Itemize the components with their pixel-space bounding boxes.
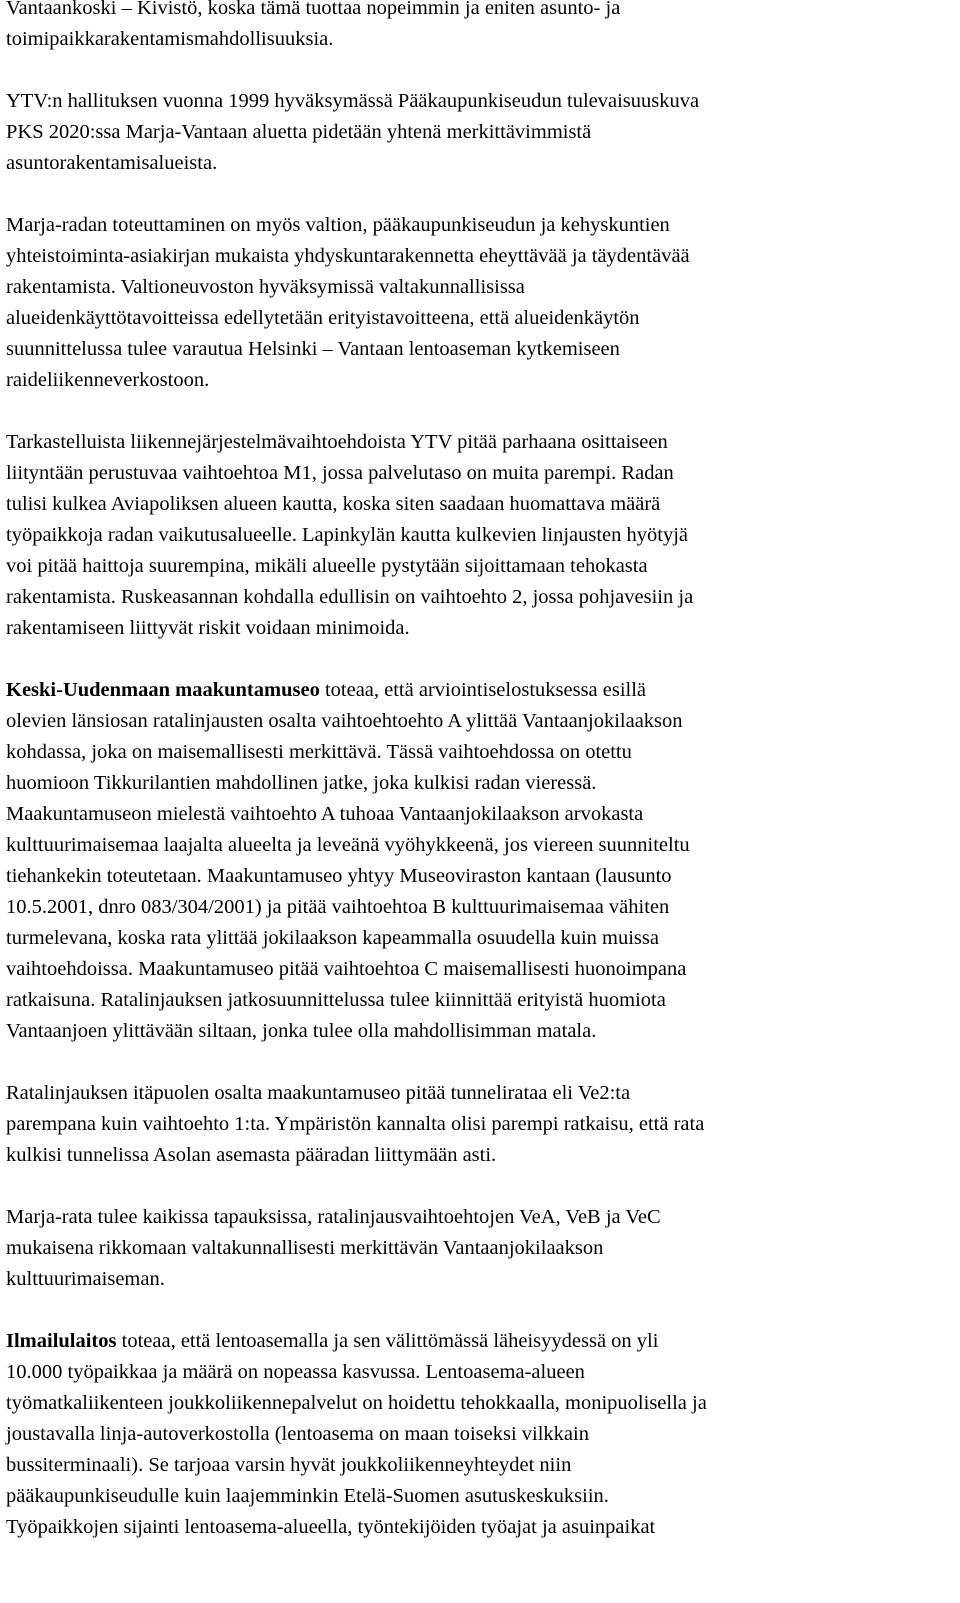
text-line: Työpaikkojen sijainti lentoasema-alueella, työntekijöiden työajat ja asuinpaikat xyxy=(6,1516,656,1538)
text-line: 10.5.2001, dnro 083/304/2001) ja pitää vaihtoehtoa B kulttuurimaisemaa vähiten xyxy=(6,896,670,918)
text-line: Marja-rata tulee kaikissa tapauksissa, ratalinjausvaihtoehtojen VeA, VeB ja VeC xyxy=(6,1206,661,1228)
text-line: YTV:n hallituksen vuonna 1999 hyväksymässä Pääkaupunkiseudun tulevaisuuskuva xyxy=(6,90,700,112)
text-line: suunnittelussa tulee varautua Helsinki – Vantaan lentoaseman kytkemiseen xyxy=(6,338,620,360)
text-line: rakentamista. Valtioneuvoston hyväksymissä valtakunnallisissa xyxy=(6,276,525,298)
text-line: tulisi kulkea Aviapoliksen alueen kautta, koska siten saadaan huomattava määrä xyxy=(6,493,661,515)
text-line: tiehankekin toteutetaan. Maakuntamuseo yhtyy Museoviraston kantaan (lausunto xyxy=(6,865,672,887)
text-line: asuntorakentamisalueista. xyxy=(6,152,218,174)
text-line: Ratalinjauksen itäpuolen osalta maakuntamuseo pitää tunnelirataa eli Ve2:ta xyxy=(6,1082,631,1104)
paragraph-maakuntamuseo xyxy=(6,675,946,1047)
text-line: Maakuntamuseon mielestä vaihtoehto A tuhoaa Vantaanjokilaakson arvokasta xyxy=(6,803,644,825)
text-line: Marja-radan toteuttaminen on myös valtion, pääkaupunkiseudun ja kehyskuntien xyxy=(6,214,670,236)
text-run: toteaa, että arviointiselostuksessa esillä xyxy=(319,679,647,701)
text-line: pääkaupunkiseudulle kuin laajemminkin Etelä-Suomen asutuskeskuksiin. xyxy=(6,1485,609,1507)
document-page xyxy=(6,0,946,1543)
text-line: kohdassa, joka on maisemallisesti merkittävä. Tässä vaihtoehdossa on otettu xyxy=(6,741,632,763)
text-line: PKS 2020:ssa Marja-Vantaan aluetta pidetään yhtenä merkittävimmistä xyxy=(6,121,592,143)
text-line: alueidenkäyttötavoitteissa edellytetään erityistavoitteena, että alueidenkäytön xyxy=(6,307,640,329)
text-line: parempana kuin vaihtoehto 1:ta. Ympäristön kannalta olisi parempi ratkaisu, että rata xyxy=(6,1113,705,1135)
paragraph-ytv-liikennejarjestelma xyxy=(6,427,946,644)
text-line: rakentamiseen liittyvät riskit voidaan minimoida. xyxy=(6,617,410,639)
paragraph-ytv-pks2020 xyxy=(6,86,946,179)
text-line xyxy=(6,675,946,706)
text-line: toimipaikkarakentamismahdollisuuksia. xyxy=(6,28,334,50)
text-line: työmatkaliikenteen joukkoliikennepalvelut on hoidettu tehokkaalla, monipuolisella ja xyxy=(6,1392,707,1414)
paragraph-kulttuurimaisema xyxy=(6,1202,946,1295)
text-line: kulttuurimaisemaa laajalta alueelta ja leveänä vyöhykkeenä, jos viereen suunniteltu xyxy=(6,834,690,856)
text-line: yhteistoiminta-asiakirjan mukaista yhdyskuntarakennetta eheyttävää ja täydentävää xyxy=(6,245,690,267)
paragraph-itapuolen-tunnelirata xyxy=(6,1078,946,1171)
organization-name-bold: Keski-Uudenmaan maakuntamuseo xyxy=(6,679,320,701)
text-line: bussiterminaali). Se tarjoaa varsin hyvät joukkoliikenneyhteydet niin xyxy=(6,1454,572,1476)
text-line: rakentamista. Ruskeasannan kohdalla edullisin on vaihtoehto 2, jossa pohjavesiin ja xyxy=(6,586,694,608)
text-line: Tarkastelluista liikennejärjestelmävaihtoehdoista YTV pitää parhaana osittaiseen xyxy=(6,431,668,453)
text-line: joustavalla linja-autoverkostolla (lentoasema on maan toiseksi vilkkain xyxy=(6,1423,589,1445)
text-line: kulkisi tunnelissa Asolan asemasta pääradan liittymään asti. xyxy=(6,1144,497,1166)
text-line: raideliikenneverkostoon. xyxy=(6,369,210,391)
text-line: mukaisena rikkomaan valtakunnallisesti merkittävän Vantaanjokilaakson xyxy=(6,1237,604,1259)
organization-name-bold: Ilmailulaitos xyxy=(6,1330,117,1352)
paragraph-ilmailulaitos xyxy=(6,1326,946,1543)
text-line: työpaikkoja radan vaikutusalueelle. Lapinkylän kautta kulkevien linjausten hyötyjä xyxy=(6,524,688,546)
text-line: Vantaanjoen ylittävään siltaan, jonka tulee olla mahdollisimman matala. xyxy=(6,1020,597,1042)
text-run: toteaa, että lentoasemalla ja sen välittömässä läheisyydessä on yli xyxy=(116,1330,659,1352)
text-line: voi pitää haittoja suurempina, mikäli alueelle pystytään sijoittamaan tehokasta xyxy=(6,555,648,577)
text-line: liityntään perustuvaa vaihtoehtoa M1, jossa palvelutaso on muita parempi. Radan xyxy=(6,462,674,484)
text-line: turmelevana, koska rata ylittää jokilaakson kapeammalla osuudella kuin muissa xyxy=(6,927,659,949)
text-line: kulttuurimaiseman. xyxy=(6,1268,165,1290)
text-line: Vantaankoski – Kivistö, koska tämä tuottaa nopeimmin ja eniten asunto- ja xyxy=(6,0,621,19)
text-line: olevien länsiosan ratalinjausten osalta vaihtoehtoehto A ylittää Vantaanjokilaakson xyxy=(6,710,683,732)
text-line: ratkaisuna. Ratalinjauksen jatkosuunnittelussa tulee kiinnittää erityistä huomiota xyxy=(6,989,666,1011)
text-line: huomioon Tikkurilantien mahdollinen jatke, joka kulkisi radan vieressä. xyxy=(6,772,597,794)
text-line: 10.000 työpaikkaa ja määrä on nopeassa kasvussa. Lentoasema-alueen xyxy=(6,1361,585,1383)
paragraph-vantaankoski xyxy=(6,0,946,55)
text-line xyxy=(6,1326,946,1357)
paragraph-marja-radan-toteuttaminen xyxy=(6,210,946,396)
text-line: vaihtoehdoissa. Maakuntamuseo pitää vaihtoehtoa C maisemallisesti huonoimpana xyxy=(6,958,687,980)
